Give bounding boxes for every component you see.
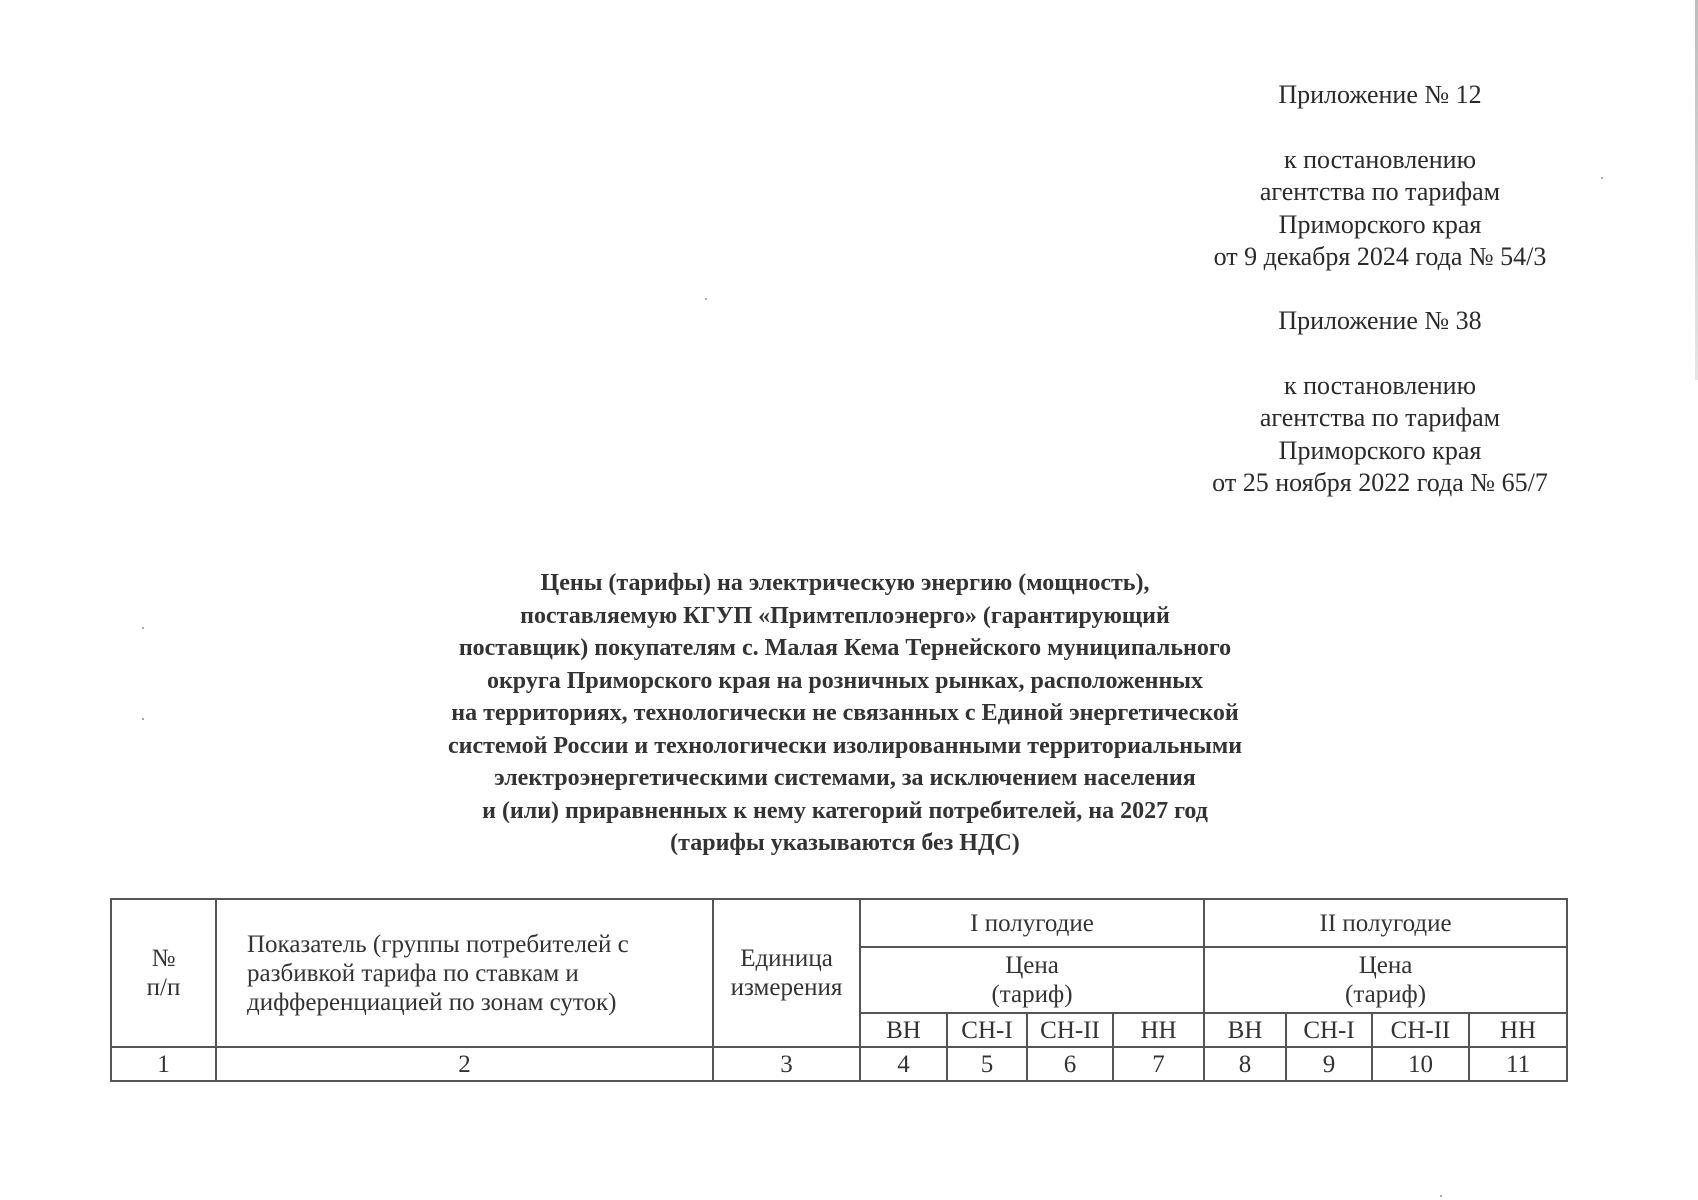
header-unit-cell [713, 899, 860, 1047]
voltage-level-cell: СН-II [1027, 1013, 1113, 1047]
header-half2: II полугодие [1204, 899, 1567, 947]
appendix-current-line2: агентства по тарифам [1259, 177, 1501, 206]
header-price-line1: Цена [1005, 952, 1059, 979]
appendix-current-title: Приложение № 12 [1278, 80, 1482, 109]
appendix-previous-line1: к постановлению [1283, 370, 1477, 400]
scan-speck [142, 718, 144, 720]
scan-speck [1601, 177, 1603, 179]
tariff-table [110, 898, 1568, 1082]
title-line: Цены (тарифы) на электрическую энергию (мощность), [540, 570, 1150, 596]
column-number-cell: 11 [1469, 1047, 1567, 1081]
appendix-current [1150, 79, 1610, 274]
header-unit-line1: Единица [740, 945, 833, 972]
column-number-cell: 9 [1286, 1047, 1372, 1081]
appendix-previous-line4: от 25 ноября 2022 года № 65/7 [1212, 468, 1548, 497]
scan-speck [142, 627, 144, 629]
title-line: поставляемую КГУП «Примтеплоэнерго» (гарантирующий [520, 602, 1170, 629]
header-price-line2: (тариф) [1345, 981, 1427, 1008]
document-title [330, 567, 1360, 860]
appendix-previous-line2: агентства по тарифам [1259, 403, 1501, 432]
table-header-row-1 [111, 899, 1567, 947]
appendix-previous-title: Приложение № 38 [1278, 306, 1482, 335]
header-indicator-line2: разбивкой тарифа по ставкам и [247, 959, 579, 987]
column-number-row [111, 1047, 1567, 1081]
column-number-cell: 2 [216, 1047, 713, 1081]
column-number-cell: 3 [713, 1047, 860, 1081]
header-indicator-line1: Показатель (группы потребителей с [247, 930, 629, 958]
header-price-half2 [1204, 947, 1567, 1013]
voltage-level-cell: ВН [1204, 1013, 1286, 1047]
appendix-previous-line3: Приморского края [1278, 435, 1482, 465]
column-number-cell: 4 [860, 1047, 947, 1081]
title-line: поставщик) покупателям с. Малая Кема Тернейского муниципального [458, 635, 1232, 661]
appendix-previous [1150, 305, 1610, 500]
header-unit-line2: измерения [730, 974, 843, 1001]
title-line: и (или) приравненных к нему категорий потребителей, на 2027 год [482, 797, 1208, 824]
header-half1: I полугодие [860, 899, 1204, 947]
column-number-cell: 7 [1113, 1047, 1204, 1081]
title-line: (тарифы указываются без НДС) [670, 830, 1020, 856]
appendix-current-line1: к постановлению [1283, 144, 1477, 174]
voltage-level-cell: ВН [860, 1013, 947, 1047]
header-price-line2: (тариф) [991, 981, 1073, 1008]
voltage-level-cell: СН-I [947, 1013, 1027, 1047]
header-price-line1: Цена [1358, 952, 1413, 979]
voltage-level-cell: НН [1469, 1013, 1567, 1047]
header-num-line1: № [151, 945, 176, 972]
voltage-level-cell: СН-I [1286, 1013, 1372, 1047]
voltage-level-cell: СН-II [1372, 1013, 1469, 1047]
header-indicator-cell [216, 899, 713, 1047]
voltage-level-cell: НН [1113, 1013, 1204, 1047]
header-num-cell [111, 899, 216, 1047]
header-indicator-line3: дифференциацией по зонам суток) [247, 988, 617, 1016]
column-number-cell: 6 [1027, 1047, 1113, 1081]
scan-speck [1440, 1195, 1442, 1197]
title-line: округа Приморского края на розничных рынках, расположенных [486, 667, 1204, 694]
title-line: электроэнергетическими системами, за исключением населения [494, 765, 1196, 791]
column-number-cell: 10 [1372, 1047, 1469, 1081]
header-num-line2: п/п [146, 974, 181, 1001]
column-number-cell: 1 [111, 1047, 216, 1081]
scan-speck [705, 298, 707, 300]
column-number-cell: 5 [947, 1047, 1027, 1081]
header-price-half1 [860, 947, 1204, 1013]
title-line: системой России и технологически изолированными территориальными [447, 732, 1243, 759]
appendix-current-line3: Приморского края [1278, 209, 1482, 239]
title-line: на территориях, технологически не связанных с Единой энергетической [451, 700, 1239, 726]
appendix-current-line4: от 9 декабря 2024 года № 54/3 [1213, 242, 1547, 271]
column-number-cell: 8 [1204, 1047, 1286, 1081]
